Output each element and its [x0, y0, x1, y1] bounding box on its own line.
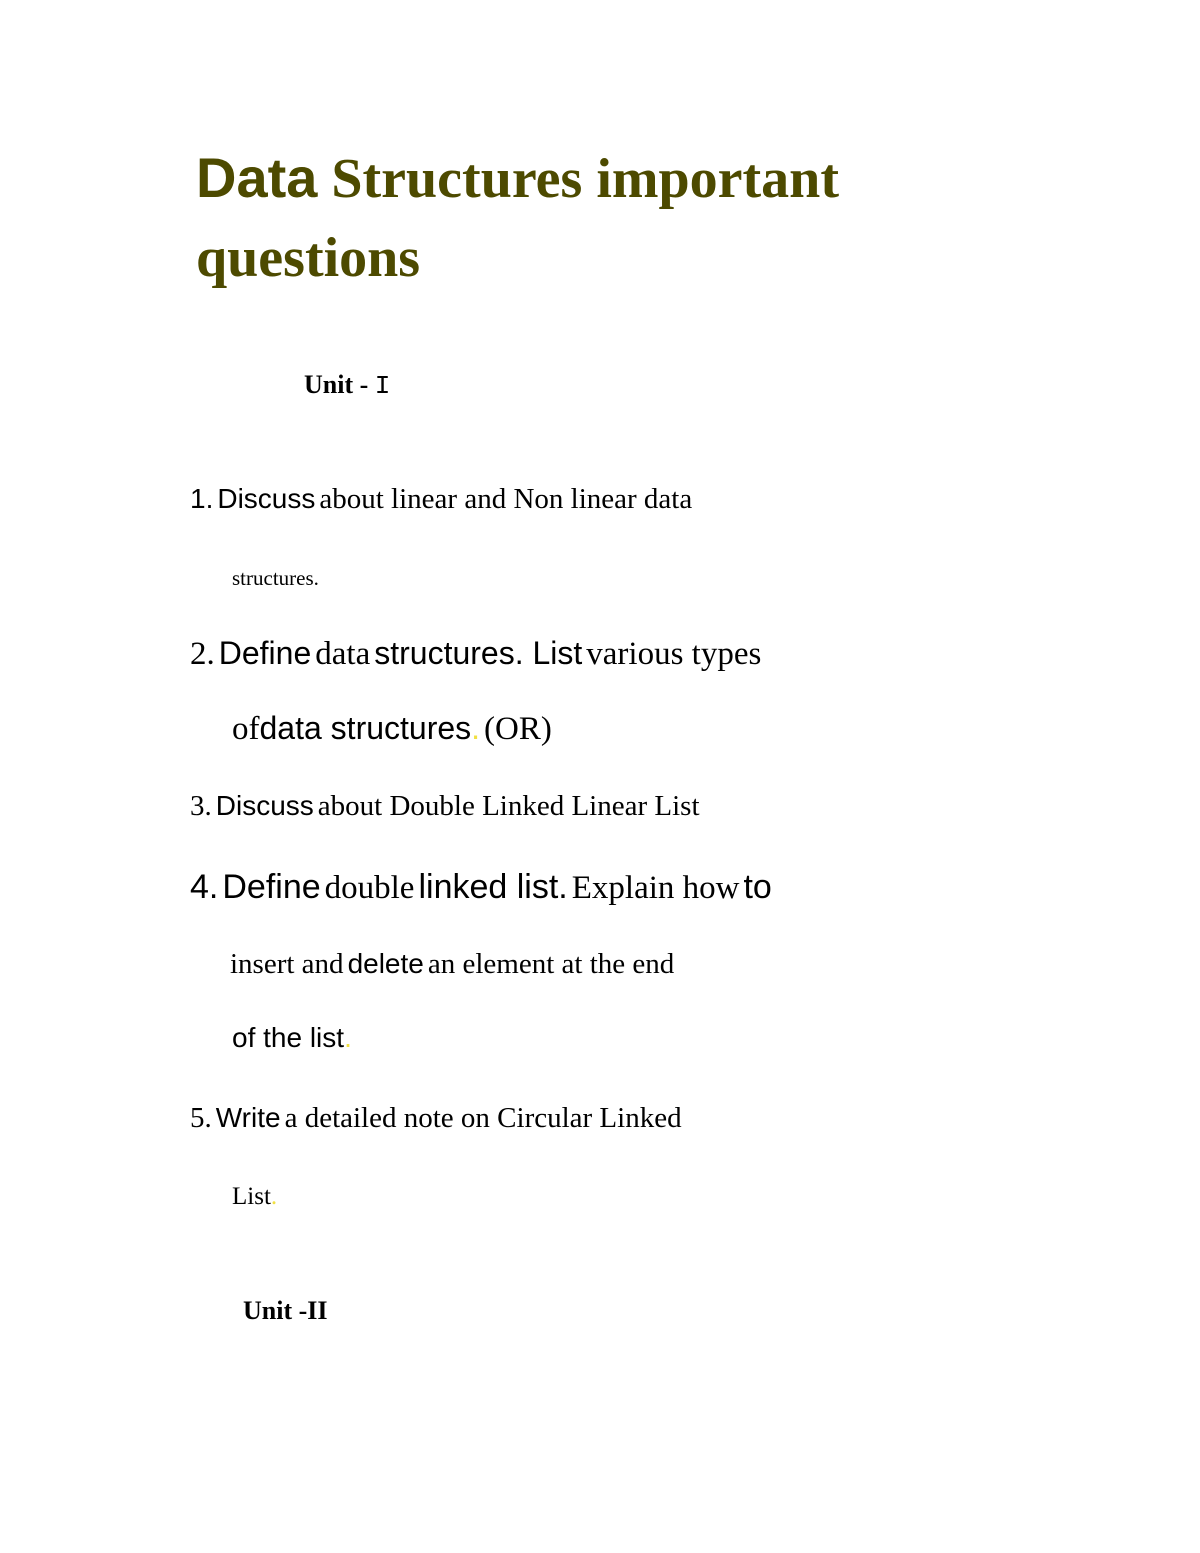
q4-cont2-a: of the list [232, 1022, 345, 1053]
q2-cont-a: of [232, 711, 260, 747]
question-4-line2 [230, 950, 674, 979]
unit-1-heading [304, 372, 390, 399]
q4-text-a: Define [222, 868, 321, 906]
question-4-line3 [232, 1024, 352, 1052]
q3-number: 3. [190, 790, 212, 822]
q1-text-b: about linear and Non linear data [319, 483, 693, 515]
q2-text-d: various types [586, 636, 762, 672]
unit-1-label: Unit - [304, 370, 369, 399]
q5-number: 5. [190, 1102, 212, 1134]
q5-cont: List [232, 1183, 271, 1210]
document-title-line1 [196, 146, 839, 210]
document-title-line2: questions [196, 227, 421, 289]
q4-text-c: linked list. [418, 868, 568, 906]
q1-text-a: Discuss [217, 483, 316, 514]
q2-text-a: Define [218, 635, 312, 671]
q2-number: 2. [190, 636, 215, 672]
question-2-line1 [190, 637, 761, 671]
question-2-line2 [232, 712, 552, 746]
q4-text-b: double [324, 870, 415, 906]
q2-text-c: structures. List [374, 635, 583, 671]
q4-cont1-c: an element at the end [427, 948, 675, 980]
question-1-line2: structures. [232, 566, 319, 590]
question-4-line1 [190, 870, 772, 905]
q5-cont-dot: . [270, 1183, 278, 1210]
question-5-line2 [232, 1184, 277, 1209]
unit-2-heading: Unit -II [243, 1296, 328, 1325]
q3-text-b: about Double Linked Linear List [317, 790, 700, 822]
q4-number: 4. [190, 868, 219, 906]
q4-text-d: Explain how [571, 870, 740, 906]
q2-cont-dot: . [471, 710, 481, 746]
q3-text-a: Discuss [215, 790, 314, 821]
q4-cont1-a: insert and [230, 948, 344, 980]
q4-cont1-b: delete [347, 948, 424, 979]
unit-1-numeral: I [374, 371, 391, 401]
q5-text-a: Write [215, 1102, 281, 1133]
q2-text-b: data [315, 636, 371, 672]
title-rest: Structures important [331, 148, 839, 210]
q2-cont-c: (OR) [484, 711, 552, 747]
q4-cont2-dot: . [344, 1022, 352, 1053]
question-1-line1 [190, 485, 692, 514]
question-3-line1 [190, 792, 700, 821]
q4-text-e: to [743, 868, 772, 906]
question-5-line1 [190, 1104, 682, 1133]
title-word-data: Data [196, 146, 318, 209]
q5-text-b: a detailed note on Circular Linked [284, 1102, 682, 1134]
q2-cont-b: data structures [259, 710, 472, 746]
q1-number: 1. [190, 483, 214, 514]
